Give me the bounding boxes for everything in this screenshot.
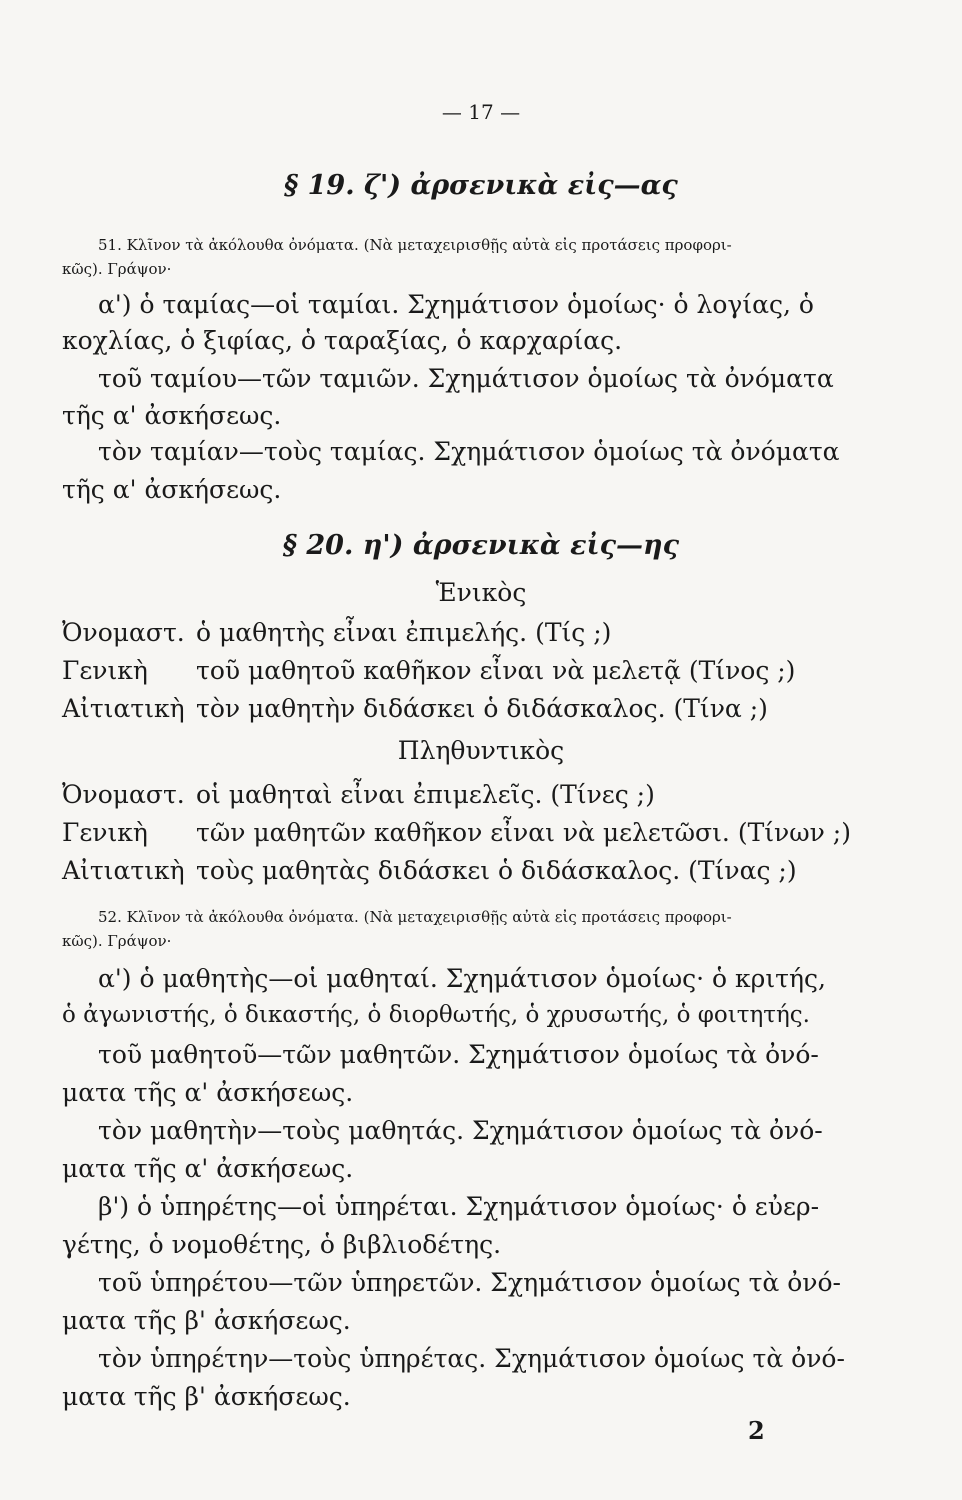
- exercise-52-line: τοῦ ὑπηρέτου—τῶν ὑπηρετῶν. Σχημάτισον ὁμοίως τὰ ὀνό-: [98, 1268, 842, 1297]
- declension-example: τὸν μαθητὴν διδάσκει ὁ διδάσκαλος. (Τίνα ;): [196, 694, 768, 723]
- case-label: Γενικὴ: [62, 818, 148, 847]
- exercise-51-line: τοῦ ταμίου—τῶν ταμιῶν. Σχημάτισον ὁμοίως τὰ ὀνόματα: [98, 364, 834, 393]
- exercise-52-line: ὁ ἀγωνιστής, ὁ δικαστής, ὁ διορθωτής, ὁ χρυσωτής, ὁ φοιτητής.: [62, 1002, 810, 1028]
- exercise-52-instruction-line-1: 52. Κλῖνον τὰ ἀκόλουθα ὀνόματα. (Νὰ μεταχειρισθῇς αὐτὰ εἰς προτάσεις προφορι-: [98, 908, 732, 926]
- exercise-52-line: β') ὁ ὑπηρέτης—οἱ ὑπηρέται. Σχημάτισον ὁμοίως· ὁ εὐερ-: [98, 1192, 820, 1221]
- exercise-51-instruction-line-1: 51. Κλῖνον τὰ ἀκόλουθα ὀνόματα. (Νὰ μεταχειρισθῇς αὐτὰ εἰς προτάσεις προφορι-: [98, 236, 732, 254]
- exercise-51-line: τὸν ταμίαν—τοὺς ταμίας. Σχημάτισον ὁμοίως τὰ ὀνόματα: [98, 437, 840, 466]
- exercise-52-line: ματα τῆς α' ἀσκήσεως.: [62, 1154, 354, 1183]
- exercise-52-line: τὸν μαθητὴν—τοὺς μαθητάς. Σχημάτισον ὁμοίως τὰ ὀνό-: [98, 1116, 823, 1145]
- exercise-51-line: α') ὁ ταμίας—οἱ ταμίαι. Σχημάτισον ὁμοίως· ὁ λογίας, ὁ: [98, 290, 814, 319]
- exercise-52-line: α') ὁ μαθητὴς—οἱ μαθηταί. Σχημάτισον ὁμοίως· ὁ κριτής,: [98, 964, 826, 993]
- exercise-52-instruction-line-2: κῶς). Γράψον·: [62, 932, 172, 950]
- declension-example: οἱ μαθηταὶ εἶναι ἐπιμελεῖς. (Τίνες ;): [196, 780, 655, 809]
- case-label: Ὀνομαστ.: [62, 780, 185, 809]
- exercise-51-instruction-line-2: κῶς). Γράψον·: [62, 260, 172, 278]
- exercise-52-line: ματα τῆς α' ἀσκήσεως.: [62, 1078, 354, 1107]
- signature-mark: 2: [748, 1416, 765, 1445]
- exercise-51-line: κοχλίας, ὁ ξιφίας, ὁ ταραξίας, ὁ καρχαρίας.: [62, 326, 623, 355]
- case-label: Ὀνομαστ.: [62, 618, 185, 647]
- exercise-51-line: τῆς α' ἀσκήσεως.: [62, 401, 282, 430]
- declension-example: ὁ μαθητὴς εἶναι ἐπιμελής. (Τίς ;): [196, 618, 612, 647]
- declension-example: τοῦ μαθητοῦ καθῆκον εἶναι νὰ μελετᾷ (Τίνος ;): [196, 656, 796, 685]
- declension-example: τοὺς μαθητὰς διδάσκει ὁ διδάσκαλος. (Τίνας ;): [196, 856, 797, 885]
- exercise-52-line: ματα τῆς β' ἀσκήσεως.: [62, 1382, 351, 1411]
- case-label: Αἰτιατικὴ: [62, 856, 185, 885]
- declension-example: τῶν μαθητῶν καθῆκον εἶναι νὰ μελετῶσι. (Τίνων ;): [196, 818, 851, 847]
- singular-label: Ἑνικὸς: [435, 578, 527, 607]
- section-19-heading: § 19. ζ') ἀρσενικὰ εἰς—ας: [284, 170, 678, 201]
- case-label: Αἰτιατικὴ: [62, 694, 185, 723]
- case-label: Γενικὴ: [62, 656, 148, 685]
- exercise-51-line: τῆς α' ἀσκήσεως.: [62, 475, 282, 504]
- plural-label: Πληθυντικὸς: [397, 736, 565, 765]
- exercise-52-line: ματα τῆς β' ἀσκήσεως.: [62, 1306, 351, 1335]
- exercise-52-line: τοῦ μαθητοῦ—τῶν μαθητῶν. Σχημάτισον ὁμοίως τὰ ὀνό-: [98, 1040, 819, 1069]
- exercise-52-line: γέτης, ὁ νομοθέτης, ὁ βιβλιοδέτης.: [62, 1230, 502, 1259]
- page-number: — 17 —: [441, 100, 521, 124]
- section-20-heading: § 20. η') ἀρσενικὰ εἰς—ης: [282, 530, 680, 561]
- exercise-52-line: τὸν ὑπηρέτην—τοὺς ὑπηρέτας. Σχημάτισον ὁμοίως τὰ ὀνό-: [98, 1344, 845, 1373]
